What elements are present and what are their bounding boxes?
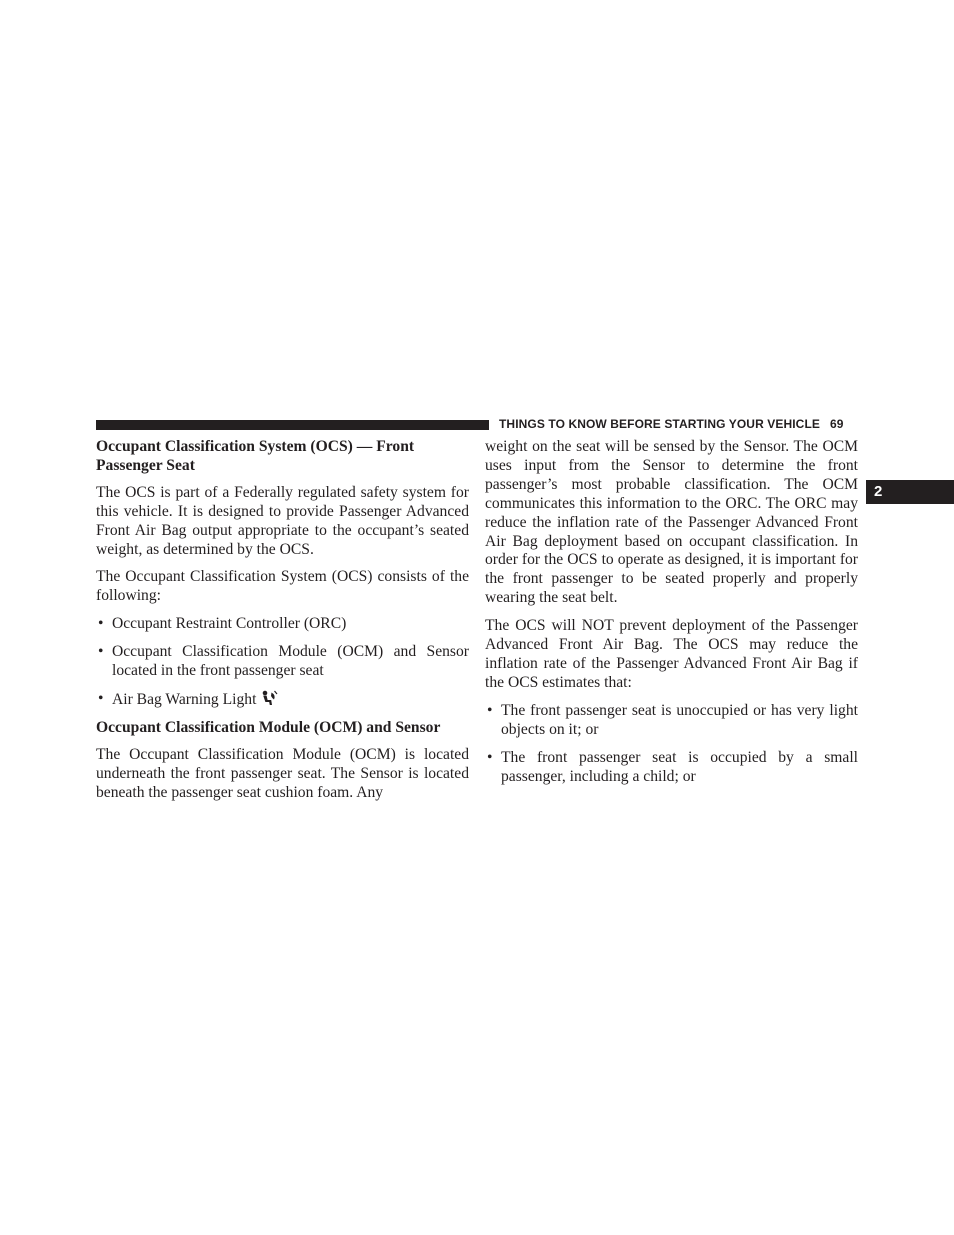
section-title: THINGS TO KNOW BEFORE STARTING YOUR VEHICLE xyxy=(499,417,820,431)
ocs-components-list xyxy=(96,615,469,710)
heading-ocm: Occupant Classification Module (OCM) and Sensor xyxy=(96,718,441,736)
right-column xyxy=(485,438,858,795)
airbag-warning-icon xyxy=(260,690,278,706)
page-number: 69 xyxy=(829,417,844,431)
left-column xyxy=(96,438,469,812)
list-item: • The front passenger seat is occupied by a small passenger, including a child; or xyxy=(485,749,858,787)
paragraph: weight on the seat will be sensed by the Sensor. The OCM uses input from the Sensor to determine the front passenger’s most probable classification. The OCM communicates this information to the ORC. The ORC may reduce the inflation rate of the Passenger Advanced Front Air Bag deployment based on occupant classification. In order for the OCS to operate as designed, it is important for the front passenger to be seated properly and properly wearing the seat belt. xyxy=(485,438,858,607)
ocs-estimate-list xyxy=(485,702,858,787)
paragraph: The Occupant Classification Module (OCM) is located underneath the front passenger seat. The Sensor is located beneath the passenger seat cushion foam. Any xyxy=(96,745,469,801)
list-item: • Occupant Classification Module (OCM) and Sensor located in the front passenger seat xyxy=(96,643,469,681)
list-item: • Occupant Restraint Controller (ORC) xyxy=(96,615,469,634)
list-item: • Air Bag Warning Light xyxy=(96,690,469,710)
heading-ocs: Occupant Classification System (OCS) — Front Passenger Seat xyxy=(96,438,415,474)
list-item: • The front passenger seat is unoccupied or has very light objects on it; or xyxy=(485,702,858,740)
paragraph: The OCS is part of a Federally regulated safety system for this vehicle. It is designed to provide Passenger Advanced Front Air Bag output appropriate to the occupant’s seated weight, as determined by the OCS. xyxy=(96,483,469,558)
chapter-tab: 2 xyxy=(866,480,954,504)
header-rule xyxy=(96,420,489,430)
paragraph: The OCS will NOT prevent deployment of the Passenger Advanced Front Air Bag. The OCS may reduce the inflation rate of the Passenger Advanced Front Air Bag if the OCS estimates that: xyxy=(485,617,858,691)
paragraph: The Occupant Classification System (OCS) consists of the following: xyxy=(96,568,469,605)
running-header xyxy=(499,417,844,431)
